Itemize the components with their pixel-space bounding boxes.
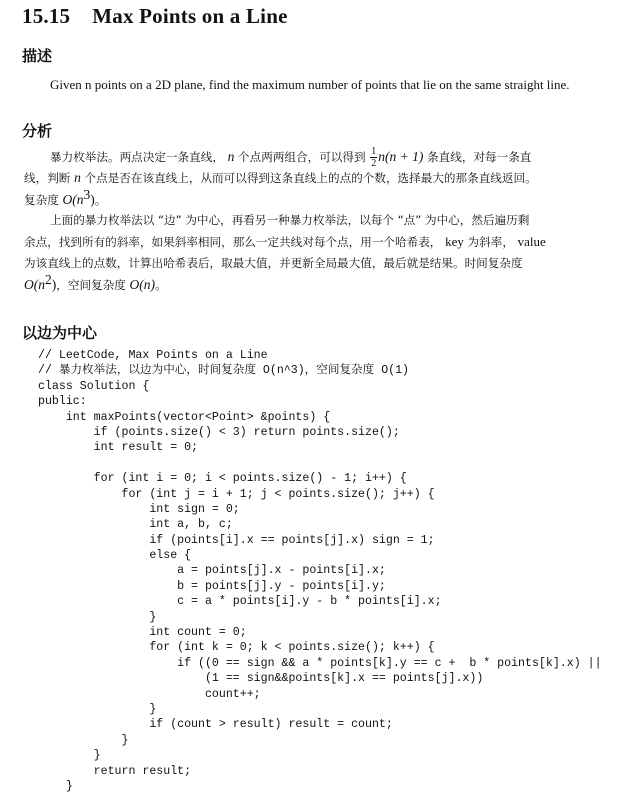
analysis-p1-line-3 [24, 189, 614, 210]
analysis-p2-line-2 [24, 231, 614, 252]
math-expression: n(n + 1) [378, 149, 424, 164]
keyword-key: key [445, 234, 464, 250]
code-line: count++; [38, 687, 261, 701]
code-line: (1 == sign&&points[k].x == points[j].x)) [38, 672, 484, 686]
math-exponent: 3 [83, 188, 91, 202]
code-line: // 暴力枚举法，以边为中心，时间复杂度 O(n^3)，空间复杂度 O(1) [38, 364, 410, 378]
text-run: 个点两两组合，可以得到 [238, 150, 366, 164]
code-line: if (count > result) result = count; [38, 718, 393, 732]
keyword-value: value [517, 234, 546, 250]
analysis-p2-line-4 [24, 274, 614, 295]
section-number: 15.15 [22, 4, 71, 28]
text-run: 个点是否在该直线上，从而可以得到这条直线上的点的个数，选择最大的那条直线返回。 [84, 171, 537, 186]
code-block [38, 348, 602, 794]
fraction-numerator: 1 [371, 146, 377, 157]
math-space-complexity: O(n) [129, 276, 156, 292]
text-run: 复杂度 [24, 192, 59, 207]
math-paren: ) [51, 276, 57, 292]
math-time-complexity: O(n [24, 276, 45, 292]
code-line: b = points[j].y - points[i].y; [38, 579, 386, 593]
code-line: int result = 0; [38, 441, 199, 455]
analysis-p2-line-3: 为该直线上的点数，计算出哈希表后，取最大值，并更新全局最大值，最后就是结果。时间复杂度 [24, 255, 523, 270]
code-line: } [38, 749, 101, 763]
math-n: n [227, 149, 235, 164]
analysis-paragraph-1 [24, 146, 614, 210]
analysis-heading: 分析 [22, 122, 53, 140]
code-line: } [38, 779, 73, 793]
analysis-p2-line-1: 上面的暴力枚举法以 “边” 为中心，再看另一种暴力枚举法，以每个 “点” 为中心，然后遍历剩 [50, 213, 530, 227]
code-line [38, 456, 602, 471]
text-run: 条直线，对每一条直 [427, 150, 532, 164]
code-line: for (int k = 0; k < points.size(); k++) { [38, 641, 435, 655]
code-line: } [38, 610, 157, 624]
code-line: c = a * points[i].y - b * points[i].x; [38, 595, 442, 609]
code-line: } [38, 733, 129, 747]
code-line: // LeetCode, Max Points on a Line [38, 349, 268, 362]
code-line: a = points[j].x - points[i].x; [38, 564, 386, 578]
code-line: else { [38, 549, 192, 563]
code-line: return result; [38, 764, 192, 778]
code-line: public: [38, 395, 87, 409]
text-run: 余点，找到所有的斜率，如果斜率相同，那么一定共线对每个点，用一个哈希表， [24, 235, 442, 250]
code-line: if (points.size() < 3) return points.size(); [38, 425, 400, 439]
code-line: int count = 0; [38, 626, 247, 640]
code-line: for (int j = i + 1; j < points.size(); j++) { [38, 487, 435, 501]
code-line: } [38, 702, 157, 716]
text-run: 线，判断 [24, 171, 71, 186]
code-line: for (int i = 0; i < points.size() - 1; i++) { [38, 472, 407, 486]
math-exponent: 2 [45, 273, 52, 288]
code-line: class Solution { [38, 379, 150, 393]
section-title [22, 4, 288, 29]
code-line: int a, b, c; [38, 518, 233, 532]
code-line: if (points[i].x == points[j].x) sign = 1; [38, 533, 435, 547]
text-run: ，空间复杂度 [56, 277, 126, 292]
description-heading: 描述 [22, 47, 53, 65]
analysis-paragraph-2 [24, 210, 614, 295]
fraction-denominator: 2 [371, 158, 377, 168]
edge-center-heading: 以边为中心 [22, 324, 98, 342]
text-run: 暴力枚举法。两点决定一条直线， [50, 150, 224, 164]
text-run: 。 [155, 277, 167, 292]
code-line: if ((0 == sign && a * points[k].y == c + b * points[k].x) || [38, 656, 602, 670]
code-line: int maxPoints(vector<Point> &points) { [38, 410, 331, 424]
analysis-p1-line-1 [24, 146, 614, 167]
section-title-text: Max Points on a Line [92, 4, 288, 28]
math-paren: ) [90, 191, 95, 207]
math-n: n [74, 170, 81, 186]
math-complexity: O(n [62, 191, 84, 207]
code-line: int sign = 0; [38, 502, 240, 516]
fraction-one-half [370, 146, 377, 167]
analysis-p1-line-2 [24, 167, 614, 188]
text-run: 。 [94, 192, 107, 207]
text-run: 为斜率， [467, 235, 514, 250]
description-text: Given n points on a 2D plane, find the maximum number of points that lie on the same straight line. [50, 77, 570, 92]
